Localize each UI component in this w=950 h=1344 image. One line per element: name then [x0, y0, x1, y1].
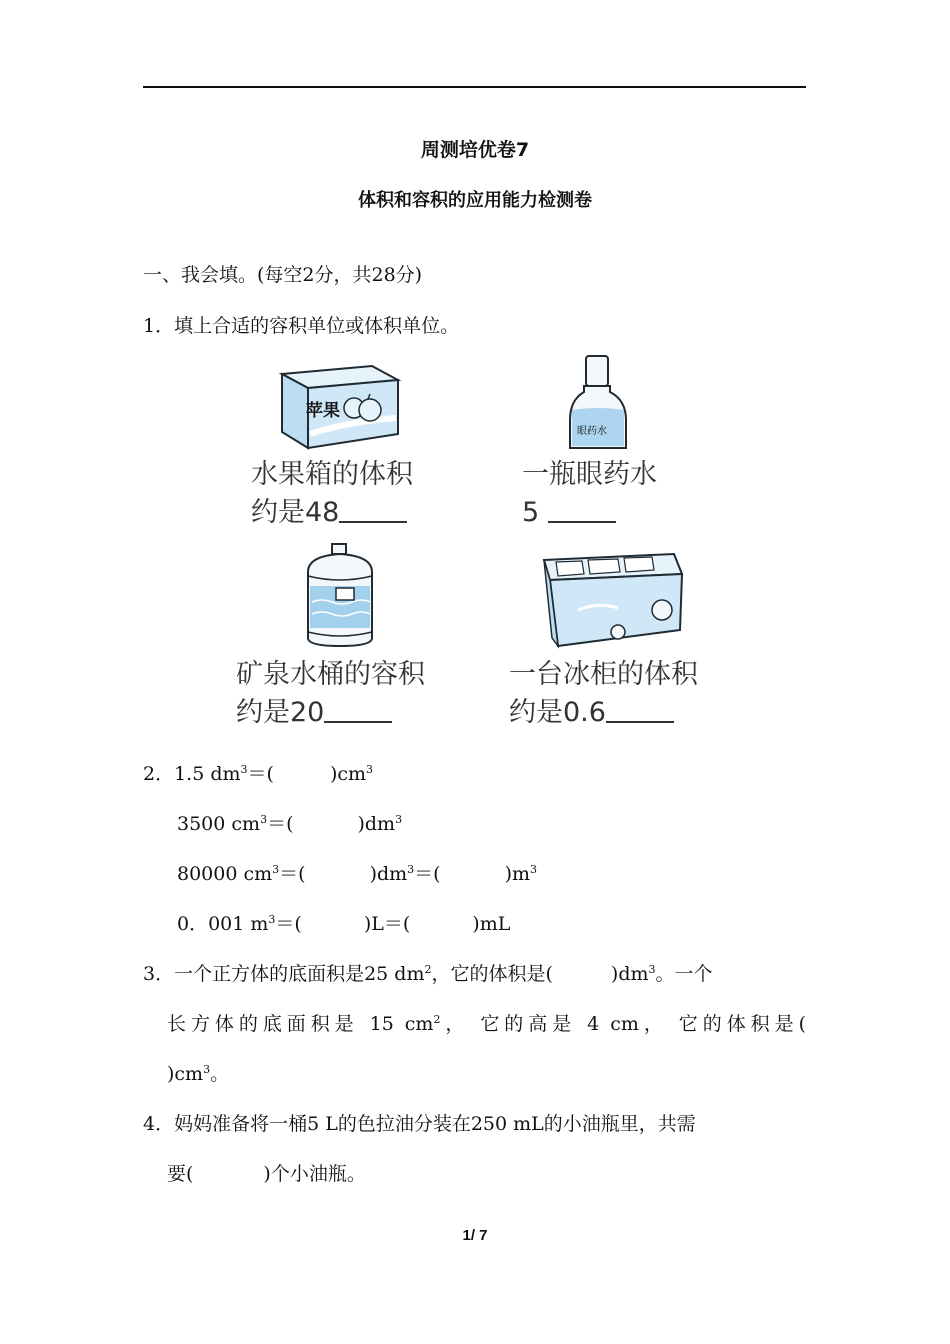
answer-blank-freezer[interactable]	[606, 699, 674, 723]
page-title: 周测培优卷7	[420, 139, 530, 161]
caption-eye-drops-line1: 一瓶眼药水	[522, 459, 657, 490]
section-heading: 一、我会填。(每空2分，共28分)	[143, 264, 423, 286]
question-3-line-3: )$cm^3$。	[167, 1063, 230, 1085]
caption-water-bucket-line1: 矿泉水桶的容积	[236, 659, 425, 690]
question-3-line-2: 长方体的底面积是 15 $cm^2$， 它的高是 4 cm， 它的体积是(	[167, 1013, 806, 1035]
question-1-stem: 1．填上合适的容积单位或体积单位。	[143, 315, 460, 337]
question-3-line-1: 3．一个正方体的底面积是25 $dm^2$，它的体积是( )$dm^3$。一个	[143, 963, 713, 985]
question-2-row-3: 80000 $cm^3=$( )$dm^3=$( )$m^3$	[177, 863, 538, 885]
answer-blank-fruit-box[interactable]	[339, 499, 407, 523]
water-bucket-illustration	[302, 542, 378, 648]
answer-blank-eye-drops[interactable]	[548, 499, 616, 523]
page-subtitle: 体积和容积的应用能力检测卷	[358, 190, 592, 211]
fruit-box-label: 苹果	[306, 401, 340, 421]
page-number: 1/ 7	[462, 1227, 488, 1244]
caption-water-bucket	[236, 656, 425, 732]
eye-drops-illustration	[566, 354, 630, 454]
caption-freezer-line2: 约是0.6	[509, 697, 606, 728]
question-2-row-4: 0．001 $m^3=$( )L＝( )mL	[177, 913, 511, 935]
top-rule	[143, 86, 806, 88]
answer-blank-water-bucket[interactable]	[324, 699, 392, 723]
caption-fruit-box-line2: 约是48	[251, 497, 340, 528]
caption-fruit-box	[251, 456, 413, 532]
caption-freezer-line1: 一台冰柜的体积	[509, 659, 698, 690]
question-4-line-1: 4．妈妈准备将一桶5 L的色拉油分装在250 mL的小油瓶里，共需	[143, 1113, 696, 1135]
caption-water-bucket-line2: 约是20	[236, 697, 325, 728]
question-2-row-2: 3500 $cm^3=$( )$dm^3$	[177, 813, 403, 835]
caption-fruit-box-line1: 水果箱的体积	[251, 459, 413, 490]
question-2-row-1: 2．1.5 $dm^3=$( )$cm^3$	[143, 763, 374, 785]
freezer-illustration	[538, 552, 684, 652]
caption-freezer	[509, 656, 698, 732]
caption-eye-drops-line2: 5	[522, 497, 540, 528]
eye-drops-label: 眼药水	[577, 426, 607, 437]
caption-eye-drops	[522, 456, 657, 532]
question-4-line-2: 要( )个小油瓶。	[167, 1163, 366, 1185]
